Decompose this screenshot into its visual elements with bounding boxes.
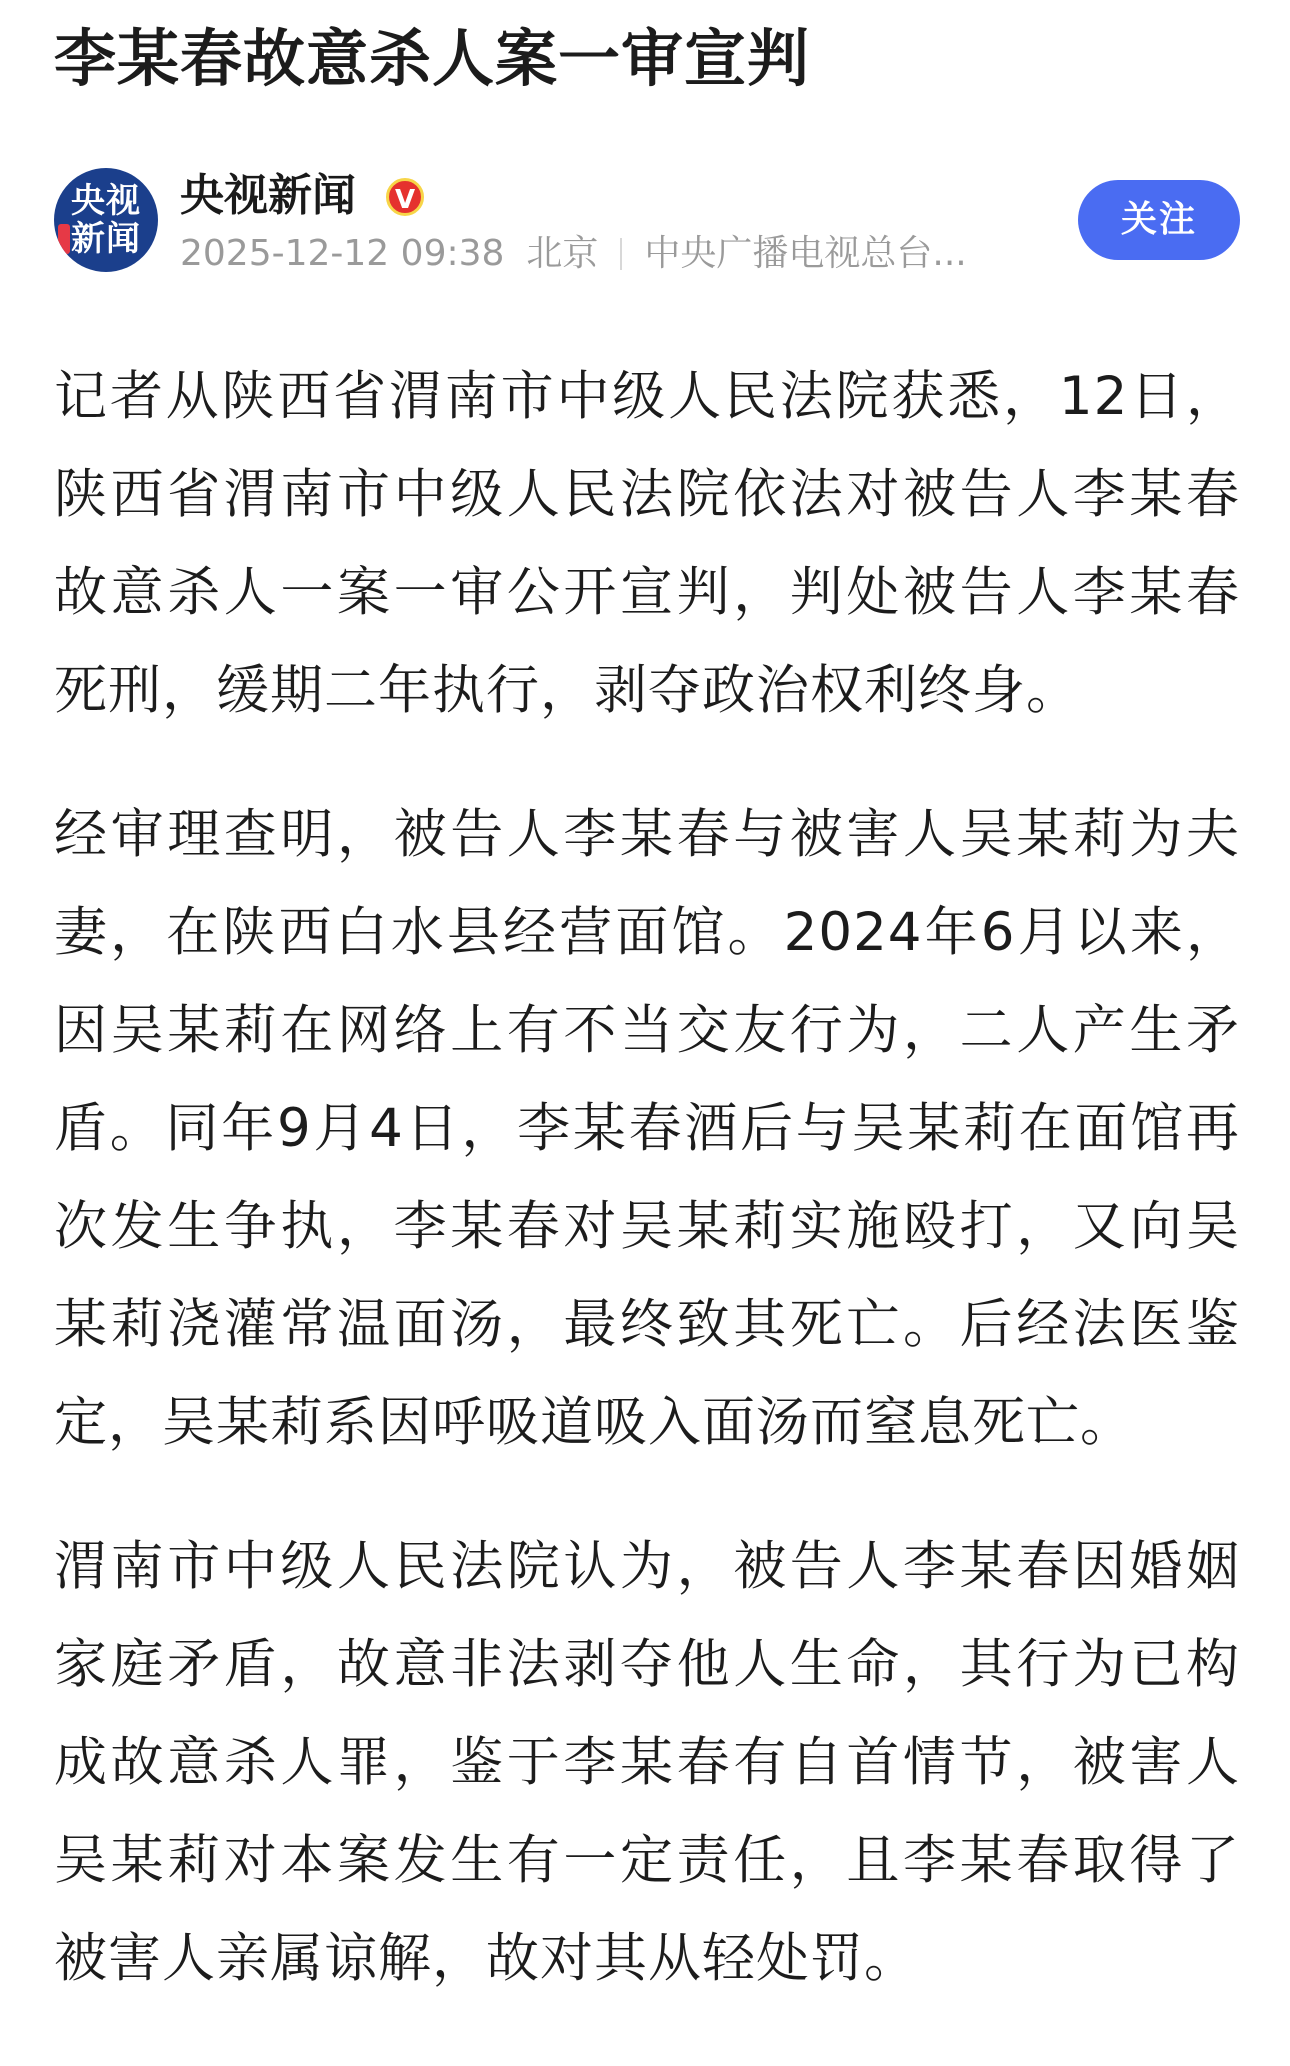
article-paragraph-2: 经审理查明，被告人李某春与被害人吴某莉为夫妻，在陕西白水县经营面馆。2024年6月以来，因吴某莉在网络上有不当交友行为，二人产生矛盾。同年9月4日，李某春酒后与吴某莉在面馆再次发生争执，李某春对吴某莉实施殴打，又向吴某莉浇灌常温面汤，最终致其死亡。后经法医鉴定，吴某莉系因呼吸道吸入面汤而窒息死亡。	[54, 804, 1240, 1453]
article-title: 李某春故意杀人案一审宣判	[54, 22, 811, 95]
post-source: 中央广播电视总台...	[644, 233, 967, 274]
author-row	[54, 168, 1240, 278]
avatar-text-top: 央视	[71, 181, 141, 221]
meta-divider	[620, 238, 622, 270]
author-name[interactable]: 央视新闻	[180, 170, 356, 221]
verified-icon: V	[386, 178, 424, 216]
post-datetime: 2025-12-12 09:38	[180, 233, 505, 274]
avatar[interactable]	[54, 168, 158, 272]
follow-button[interactable]: 关注	[1078, 180, 1240, 260]
article-paragraph-1: 记者从陕西省渭南市中级人民法院获悉，12日，陕西省渭南市中级人民法院依法对被告人李某春故意杀人一案一审公开宣判，判处被告人李某春死刑，缓期二年执行，剥夺政治权利终身。	[54, 366, 1240, 721]
post-meta	[180, 230, 967, 277]
article-body	[54, 348, 1240, 2054]
avatar-text-bottom: 新闻	[71, 219, 141, 259]
post-location: 北京	[526, 233, 599, 274]
article-paragraph-3: 渭南市中级人民法院认为，被告人李某春因婚姻家庭矛盾，故意非法剥夺他人生命，其行为已构成故意杀人罪，鉴于李某春有自首情节，被害人吴某莉对本案发生有一定责任，且李某春取得了被害人亲属谅解，故对其从轻处罚。	[54, 1536, 1240, 1989]
